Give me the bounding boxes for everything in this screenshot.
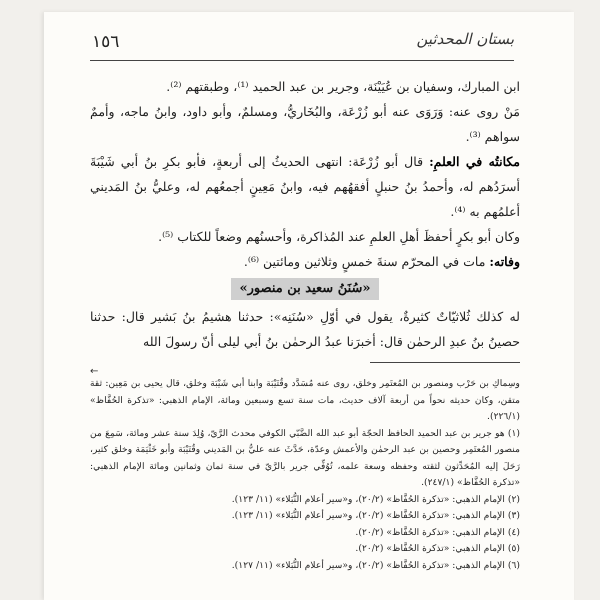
paragraph-memory: وكان أبو بكرٍ أحفظَ أهلِ العلمِ عند المُذاكرة، وأحسنُهم وضعاً للكتاب ⁽⁵⁾.	[158, 229, 520, 244]
paragraph-sunan: له كذلك ثُلاثيّاتٌ كثيرةٌ، يقول في أوّلِ «سُنَنِه»: حدثنا هشيمُ بنُ بَشير قال: حدثنا حصينُ بنُ عبدِ الرحمٰن قال: أخبرَنا عبدُ الرحمٰن بنُ أبي ليلى أنّ رسولَ الله	[90, 309, 520, 349]
running-title: بستان المحدثين	[416, 30, 514, 48]
paragraph-status	[90, 149, 520, 224]
death-lead: وفاته:	[489, 254, 520, 269]
paragraph-students: مَنْ روى عنه: وَرَوَى عنه أبو زُرْعَة، والبُخَاريُّ، ومسلمٌ، وأبو داود، وابنُ ماجه، وأممٌ سواهم ⁽³⁾.	[90, 104, 520, 144]
footnote-divider	[370, 362, 520, 363]
footnotes	[90, 376, 520, 574]
footnote-5: (٥) الإمام الذهبي: «تذكرة الحُفَّاظ» (٢٠/٢).	[355, 543, 520, 554]
paragraph-death	[90, 249, 520, 274]
death-text: مات في المحرّم سنةَ خمسٍ وثلاثين ومائتين ⁽⁶⁾.	[243, 254, 490, 269]
footnote-2: (٢) الإمام الذهبي: «تذكرة الحُفَّاظ» (٢٠/٢)، و«سير أعلام النُّبَلاء» (١١/ ١٢٣).	[231, 493, 520, 505]
body-text	[90, 74, 520, 354]
header-divider	[90, 60, 514, 61]
paragraph-teachers: ابن المبارك، وسفيان بن عُيَيْنَة، وجرير بن عبد الحميد ⁽¹⁾، وطبقتهم ⁽²⁾.	[166, 79, 520, 94]
footnote-3: (٣) الإمام الذهبي: «تذكرة الحُفَّاظ» (٢٠/٢)، و«سير أعلام النُّبَلاء» (١١/ ١٢٣).	[231, 510, 520, 521]
section-heading: «سُنَنُ سعيد بن منصور»	[231, 278, 379, 300]
footnote-1: (١) هو جرير بن عبد الحميد الحافظ الحجّة أبو عبد الله الضَّبّي الكوفي محدث الرَّيّ، وُلِدَ سنة عشر ومائة، سَمِعَ من منصور المُعتَمِر وحصين بن عبد الرحمٰن والأعمش وعدّة، حَدَّثَ عنه عليُّ بن المَديني وقُتَيْبَة وأبو خَثْيَمَة وخلق كثير، رَحَلَ إليه المُحَدِّثون لثقته وحفظه وسعة علمه، تُوُفِّي جرير بالرَّيّ في سنة ثمان وثمانين ومائة الإمام الذهبي: «تذكرة الحُفَّاظ» (٢٤٧/١).	[90, 427, 520, 488]
continuation-arrow-icon: ←	[90, 366, 99, 377]
status-text: قال أبو زُرْعَة: انتهى الحديثُ إلى أربعةٍ، فأبو بكرِ بنُ أبي شَيْبَةَ أسرَدُهم له، وأحمدُ بنُ حنبلٍ أفقهُهم فيه، وابنُ مَعِينٍ أجمعُهم له، وعليُّ بنُ المَديني أعلمُهم به ⁽⁴⁾.	[90, 154, 520, 219]
footnote-6: (٦) الإمام الذهبي: «تذكرة الحُفَّاظ» (٢٠/٢)، و«سير أعلام النُّبَلاء» (١١/ ١٢٧).	[231, 559, 520, 571]
footnote-continuation: وسِماكِ بن حَرْب ومنصور بن المُعتَمِر وخلق، روى عنه مُسَدَّد وقُتَيْبَة وابنا أبي شَيْبَة وخلق، قال يحيى بن مَعِين: ثقة متقن، وكان حديثه نحواً من أربعة آلاف حديث، مات سنة تسع وسبعين ومائة، الإمام الذهبي: «تذكرة الحُفَّاظ» (٢٢٦/١).	[90, 378, 520, 422]
page-header	[90, 30, 514, 62]
footnote-4: (٤) الإمام الذهبي: «تذكرة الحُفَّاظ» (٢٠/٢).	[355, 526, 520, 538]
footnote-list	[90, 426, 520, 575]
book-page	[44, 12, 574, 600]
status-lead: مكانتُه في العلمِ:	[429, 154, 520, 169]
page-number: ١٥٦	[92, 32, 120, 52]
